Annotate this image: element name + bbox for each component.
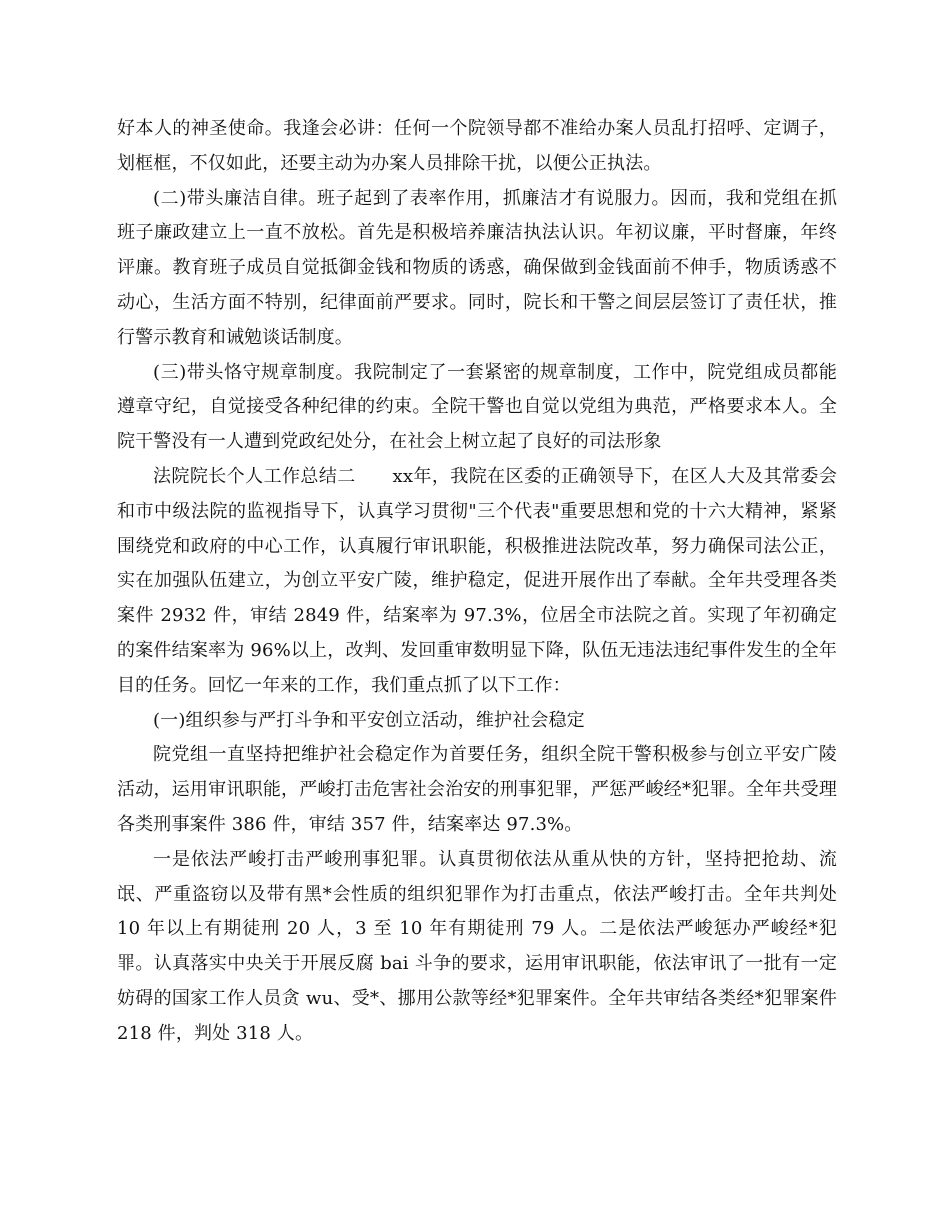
paragraph-2: (二)带头廉洁自律。班子起到了表率作用，抓廉洁才有说服力。因而，我和党组在抓班子廉政建立上一直不放松。首先是积极培养廉洁执法认识。年初议廉，平时督廉，年终评廉。教育班子成员自觉抵御金钱和物质的诱惑，确保做到金钱面前不伸手，物质诱惑不动心，生活方面不特别，纪律面前严要求。同时，院长和干警之间层层签订了责任状，推行警示教育和诫勉谈话制度。 — [117, 187, 837, 348]
paragraph-7: 一是依法严峻打击严峻刑事犯罪。认真贯彻依法从重从快的方针，坚持把抢劫、流氓、严重盗窃以及带有黑*会性质的组织犯罪作为打击重点，依法严峻打击。全年共判处 10 年以上有期徒刑 20 人，3 至 10 年有期徒刑 79 人。二是依法严峻惩办严峻经*犯罪。认真落实中央关于开展反腐 bai 斗争的要求，运用审讯职能，依法审讯了一批有一定妨碍的国家工作人员贪 wu、受*、挪用公款等经*犯罪案件。全年共审结各类经*犯罪案件 218 件，判处 318 人。 — [117, 848, 837, 1044]
paragraph-4: 法院院长个人工作总结二 xx年，我院在区委的正确领导下，在区人大及其常委会和市中级法院的监视指导下，认真学习贯彻"三个代表"重要思想和党的十六大精神，紧紧围绕党和政府的中心工作，认真履行审讯职能，积极推进法院改革，努力确保司法公正，实在加强队伍建立，为创立平安广陵，维护稳定，促进开展作出了奉献。全年共受理各类案件 2932 件，审结 2849 件，结案率为 97.3%，位居全市法院之首。实现了年初确定的案件结案率为 96%以上，改判、发回重审数明显下降，队伍无违法违纪事件发生的全年目的任务。回忆一年来的工作，我们重点抓了以下工作： — [117, 465, 837, 696]
paragraph-3: (三)带头恪守规章制度。我院制定了一套紧密的规章制度，工作中，院党组成员都能遵章守纪，自觉接受各种纪律的约束。全院干警也自觉以党组为典范，严格要求本人。全院干警没有一人遭到党政纪处分，在社会上树立起了良好的司法形象 — [117, 361, 837, 453]
paragraph-5: (一)组织参与严打斗争和平安创立活动，维护社会稳定 — [153, 709, 585, 731]
document-body — [117, 112, 837, 1052]
paragraph-6: 院党组一直坚持把维护社会稳定作为首要任务，组织全院干警积极参与创立平安广陵活动，运用审讯职能，严峻打击危害社会治安的刑事犯罪，严惩严峻经*犯罪。全年共受理各类刑事案件 386 件，审结 357 件，结案率达 97.3%。 — [117, 744, 837, 835]
paragraph-1: 好本人的神圣使命。我逢会必讲：任何一个院领导都不准给办案人员乱打招呼、定调子，划框框，不仅如此，还要主动为办案人员排除干扰，以便公正执法。 — [117, 118, 837, 174]
